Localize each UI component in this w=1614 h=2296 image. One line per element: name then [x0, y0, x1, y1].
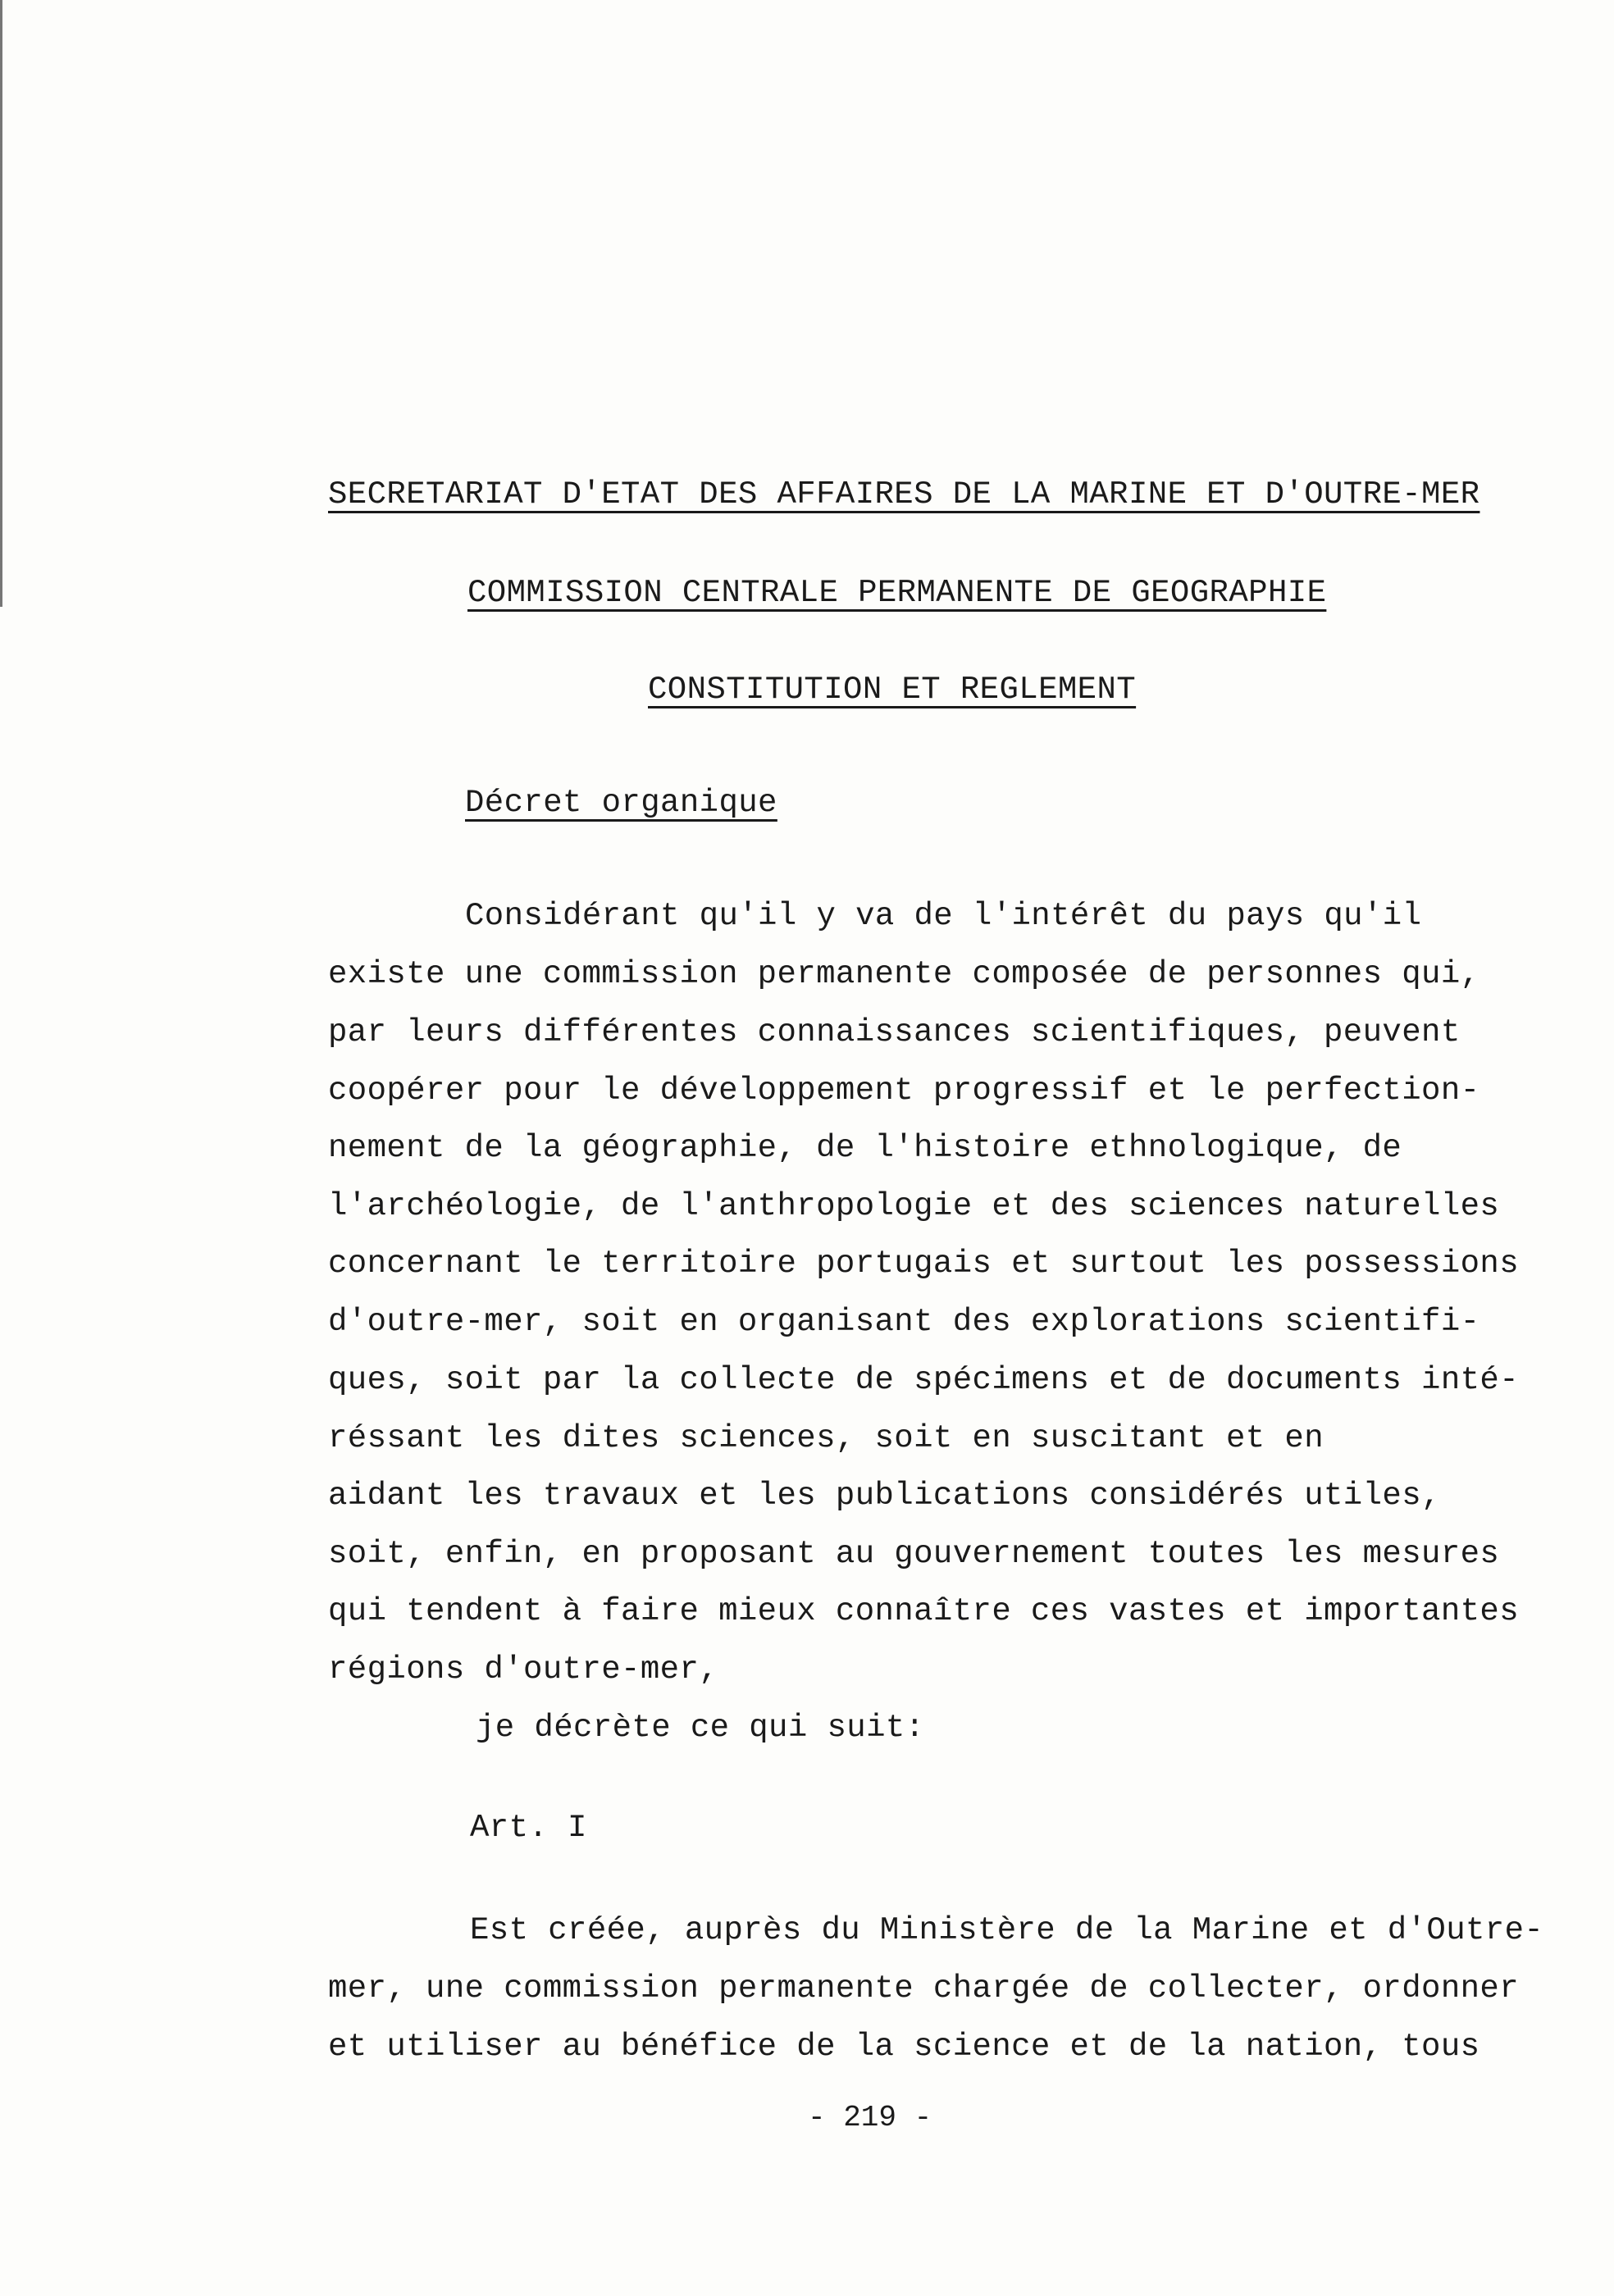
- preamble-line: régions d'outre-mer,: [328, 1651, 719, 1688]
- article-title: Art. I: [470, 1810, 587, 1846]
- preamble-line: existe une commission permanente composée de personnes qui,: [328, 956, 1480, 992]
- preamble-line: nement de la géographie, de l'histoire ethnologique, de: [328, 1130, 1402, 1166]
- scan-edge-mark: [0, 0, 5, 607]
- article-line: Est créée, auprès du Ministère de la Marine et d'Outre-: [470, 1912, 1544, 1948]
- preamble-line: Considérant qu'il y va de l'intérêt du pays qu'il: [465, 898, 1422, 934]
- preamble-line: réssant les dites sciences, soit en suscitant et en: [328, 1420, 1324, 1456]
- preamble-line: l'archéologie, de l'anthropologie et des sciences naturelles: [328, 1188, 1500, 1224]
- preamble-line: concernant le territoire portugais et surtout les possessions: [328, 1246, 1520, 1282]
- preamble-line: aidant les travaux et les publications considérés utiles,: [328, 1478, 1441, 1514]
- decree-line: je décrète ce qui suit:: [476, 1710, 925, 1746]
- article-line: et utiliser au bénéfice de la science et de la nation, tous: [328, 2029, 1480, 2065]
- preamble-line: d'outre-mer, soit en organisant des explorations scientifi-: [328, 1304, 1480, 1340]
- preamble-line: ques, soit par la collecte de spécimens et de documents inté-: [328, 1362, 1520, 1398]
- heading-commission: COMMISSION CENTRALE PERMANENTE DE GEOGRAPHIE: [467, 575, 1327, 611]
- page-number: - 219 -: [808, 2101, 932, 2134]
- heading-subtitle: CONSTITUTION ET REGLEMENT: [648, 672, 1137, 708]
- preamble-line: coopérer pour le développement progressif et le perfection-: [328, 1073, 1480, 1109]
- preamble-line: qui tendent à faire mieux connaître ces vastes et importantes: [328, 1593, 1520, 1629]
- section-title: Décret organique: [465, 785, 777, 821]
- preamble-line: par leurs différentes connaissances scientifiques, peuvent: [328, 1014, 1461, 1050]
- preamble-line: soit, enfin, en proposant au gouvernement toutes les mesures: [328, 1536, 1500, 1572]
- article-line: mer, une commission permanente chargée de collecter, ordonner: [328, 1970, 1520, 2007]
- heading-ministry: SECRETARIAT D'ETAT DES AFFAIRES DE LA MARINE ET D'OUTRE-MER: [328, 476, 1480, 512]
